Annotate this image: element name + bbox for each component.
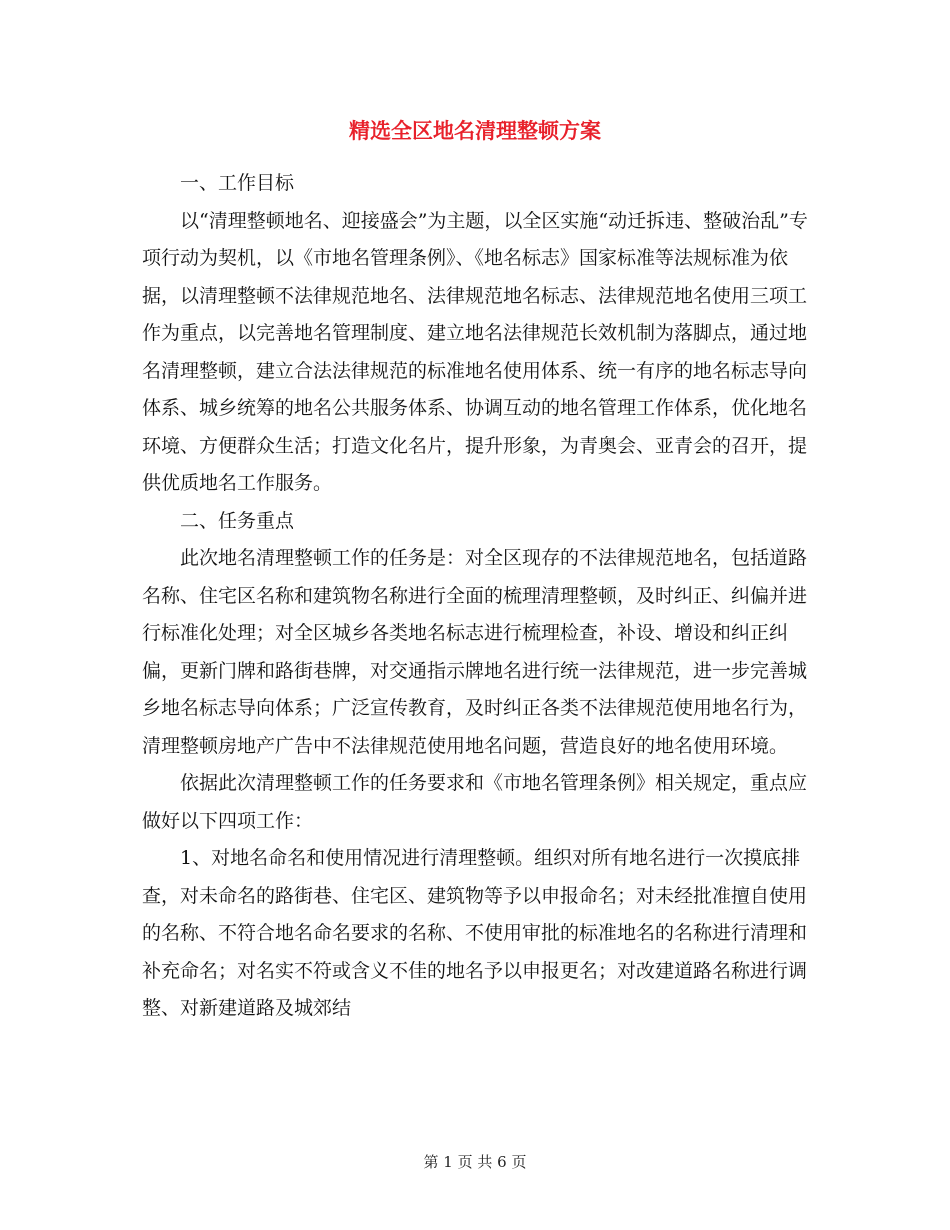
document-body bbox=[142, 165, 808, 1028]
paragraph-tasks: 此次地名清理整顿工作的任务是：对全区现存的不法律规范地名，包括道路名称、住宅区名称和建筑物名称进行全面的梳理清理整顿，及时纠正、纠偏并进行标准化处理；对全区城乡各类地名标志进行梳理检查，补设、增设和纠正纠偏，更新门牌和路街巷牌，对交通指示牌地名进行统一法律规范，进一步完善城乡地名标志导向体系；广泛宣传教育，及时纠正各类不法律规范使用地名行为，清理整顿房地产广告中不法律规范使用地名问题，营造良好的地名使用环境。 bbox=[142, 547, 808, 757]
paragraph-item-1: 1、对地名命名和使用情况进行清理整顿。组织对所有地名进行一次摸底排查，对未命名的路街巷、住宅区、建筑物等予以申报命名；对未经批准擅自使用的名称、不符合地名命名要求的名称、不使用审批的标准地名的名称进行清理和补充命名；对名实不符或含义不佳的地名予以申报更名；对改建道路名称进行调整、对新建道路及城郊结 bbox=[142, 847, 808, 1019]
document-title: 精选全区地名清理整顿方案 bbox=[349, 118, 601, 143]
paragraph-basis: 依据此次清理整顿工作的任务要求和《市地名管理条例》相关规定，重点应做好以下四项工作： bbox=[142, 772, 808, 832]
page-number-footer: 第 1 页 共 6 页 bbox=[423, 1153, 527, 1171]
paragraph-goals: 以“清理整顿地名、迎接盛会”为主题，以全区实施“动迁拆违、整破治乱”专项行动为契机，以《市地名管理条例》、《地名标志》国家标准等法规标准为依据，以清理整顿不法律规范地名、法律规范地名标志、法律规范地名使用三项工作为重点，以完善地名管理制度、建立地名法律规范长效机制为落脚点，通过地名清理整顿，建立合法法律规范的标准地名使用体系、统一有序的地名标志导向体系、城乡统筹的地名公共服务体系、协调互动的地名管理工作体系，优化地名环境、方便群众生活；打造文化名片，提升形象，为青奥会、亚青会的召开，提供优质地名工作服务。 bbox=[142, 209, 808, 494]
section-heading-goals: 一、工作目标 bbox=[180, 172, 295, 194]
section-heading-tasks: 二、任务重点 bbox=[180, 509, 295, 532]
